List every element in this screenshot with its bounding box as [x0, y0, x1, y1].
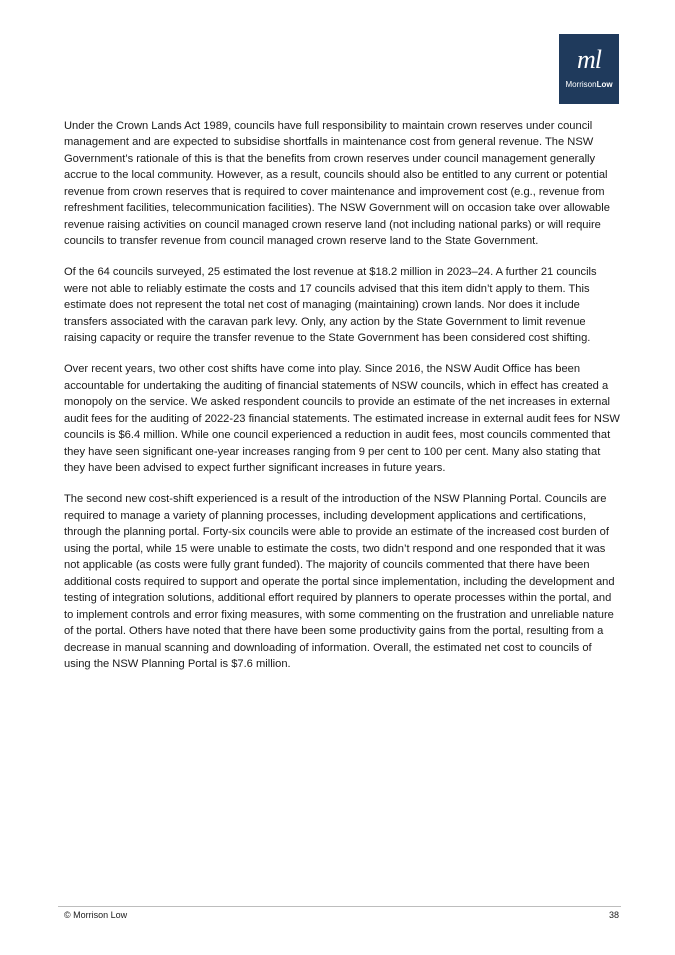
paragraph-councils-surveyed: Of the 64 councils surveyed, 25 estimated the lost revenue at $18.2 million in 2023–24. A further 21 councils were not able to reliably estimate the costs and 17 councils advised that this item didn’t apply to them. This estimate does not represent the total net cost of managing (maintaining) crown lands. Nor does it include transfers associated with the caravan park levy. Only, any action by the State Government to limit revenue raising capacity or require the transfer revenue to the State Government has been considered cost shifting. — [64, 266, 597, 345]
paragraph-crown-lands: Under the Crown Lands Act 1989, councils have full responsibility to maintain crown reserves under council management and are expected to subsidise shortfalls in maintenance cost from general revenue. The NSW Government’s rationale of this is that the benefits from crown reserves under council management generally accrue to the local community. However, as a result, councils should also be entitled to any current or potential revenue from crown reserves that is required to cover maintenance and improvement cost (e.g., revenue from refreshment facilities, telecommunication facilities). The NSW Government will on occasion take over allowable revenue raising activities on council managed crown reserve land (not including national parks) or will require councils to transfer revenue from council managed crown reserve land to the State Government. — [64, 120, 610, 248]
logo-wordmark — [559, 80, 619, 90]
page-number: 38 — [608, 910, 619, 920]
footer-copyright: © Morrison Low — [64, 910, 128, 920]
morrison-low-logo — [559, 34, 619, 104]
paragraph-planning-portal: The second new cost-shift experienced is a result of the introduction of the NSW Planning Portal. Councils are required to manage a variety of planning processes, including development applications and certifications, through the planning portal. Forty-six councils were able to provide an estimate of the increased cost burden of using the portal, while 15 were unable to estimate the costs, two didn’t respond and one responded that it was not applicable (as costs were fully grant funded). The majority of councils commented that there have been additional costs required to support and operate the portal since implementation, including the development and testing of integration solutions, additional effort required by planners to operate processes within the portal, and to implement controls and error fixing measures, with some commenting on the frustration and unreliable nature of the portal. Others have noted that there have been some productivity gains from the portal, resulting from a decrease in manual scanning and downloading of information. Overall, the estimated net cost to councils of using the NSW Planning Portal is $7.6 million. — [64, 493, 615, 670]
logo-word-part1: Morrison — [565, 80, 597, 89]
logo-mark: ml — [577, 45, 601, 74]
body-text — [64, 118, 620, 687]
paragraph-audit-fees: Over recent years, two other cost shifts have come into play. Since 2016, the NSW Audit Office has been accountable for undertaking the auditing of financial statements of NSW councils, which in effect has created a monopoly on the service. We asked respondent councils to provide an estimate of the net increases in external audit fees for the auditing of 2022-23 financial statements. The estimated increase in external audit fees for NSW councils is $6.4 million. While one council experienced a reduction in audit fees, most councils commented that they have seen significant one-year increases ranging from 9 per cent to 100 per cent. Many also stating that they have been advised to expect further significant increases in future years. — [64, 363, 620, 475]
footer-divider — [58, 906, 621, 907]
logo-word-part2: Low — [596, 80, 613, 89]
